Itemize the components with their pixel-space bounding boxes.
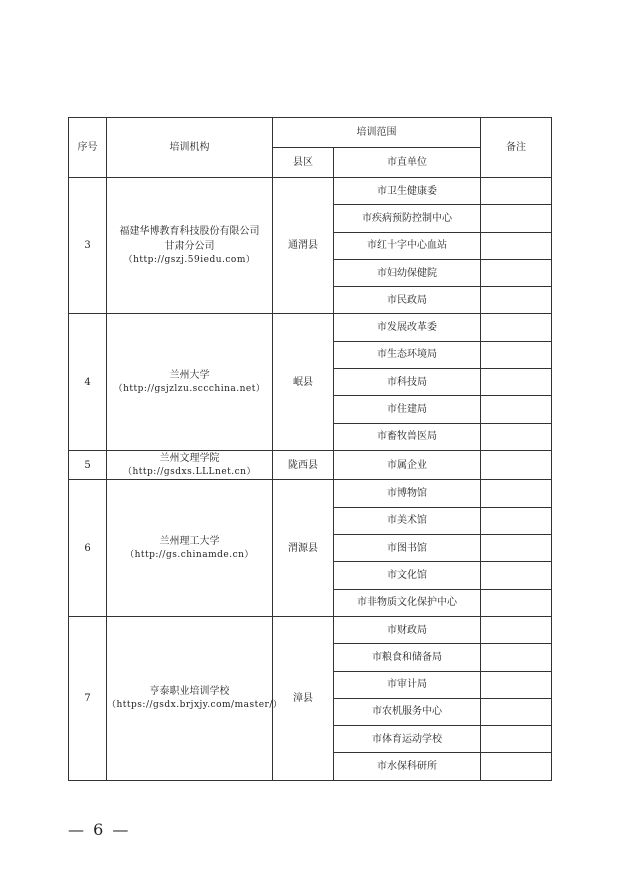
org-cell [107, 616, 283, 780]
note-cell [481, 726, 552, 753]
table-row [69, 480, 552, 507]
note-cell [481, 450, 552, 480]
note-cell [481, 671, 552, 698]
org-url: （http://gsdxs.LLLnet.cn） [123, 466, 256, 477]
county-cell: 通渭县 [273, 178, 334, 314]
table-row [69, 450, 552, 480]
org-name: 兰州文理学院 [159, 452, 220, 464]
unit-cell: 市图书馆 [334, 535, 481, 562]
org-cell [107, 178, 273, 314]
unit-cell: 市畜牧兽医局 [334, 423, 481, 450]
page-number: — 6 — [68, 820, 131, 839]
unit-cell: 市财政局 [334, 616, 481, 643]
unit-cell: 市非物质文化保护中心 [334, 589, 481, 616]
header-unit: 市直单位 [334, 148, 481, 178]
org-name: 兰州大学 [169, 369, 210, 381]
org-name: 福建华博教育科技股份有限公司 [119, 225, 260, 237]
note-cell [481, 232, 552, 259]
org-url: （http://gsjzlzu.sccchina.net） [113, 383, 266, 394]
note-cell [481, 698, 552, 725]
header-org: 培训机构 [107, 118, 273, 178]
header-scope: 培训范围 [273, 118, 481, 148]
seq-cell: 3 [69, 178, 107, 314]
note-cell [481, 480, 552, 507]
note-cell [481, 507, 552, 534]
note-cell [481, 178, 552, 205]
county-cell: 陇西县 [273, 450, 334, 480]
org-name: 甘肃分公司 [164, 240, 215, 252]
note-cell [481, 341, 552, 368]
note-cell [481, 535, 552, 562]
unit-cell: 市红十字中心血站 [334, 232, 481, 259]
note-cell [481, 423, 552, 450]
county-cell: 渭源县 [273, 480, 334, 616]
note-cell [481, 205, 552, 232]
note-cell [481, 589, 552, 616]
note-cell [481, 562, 552, 589]
seq-cell: 6 [69, 480, 107, 616]
unit-cell: 市民政局 [334, 287, 481, 314]
note-cell [481, 314, 552, 341]
header-seq: 序号 [69, 118, 107, 178]
header-note: 备注 [481, 118, 552, 178]
header-county: 县区 [273, 148, 334, 178]
unit-cell: 市美术馆 [334, 507, 481, 534]
org-cell [107, 450, 273, 480]
seq-cell: 7 [69, 616, 107, 780]
unit-cell: 市科技局 [334, 369, 481, 396]
unit-cell: 市疾病预防控制中心 [334, 205, 481, 232]
county-cell: 漳县 [273, 616, 334, 780]
unit-cell: 市生态环境局 [334, 341, 481, 368]
unit-cell: 市粮食和储备局 [334, 644, 481, 671]
unit-cell: 市农机服务中心 [334, 698, 481, 725]
org-url: （https://gsdx.brjxjy.com/master/） [107, 700, 283, 711]
note-cell [481, 616, 552, 643]
unit-cell: 市文化馆 [334, 562, 481, 589]
table-row [69, 616, 552, 643]
county-cell: 岷县 [273, 314, 334, 450]
unit-cell: 市卫生健康委 [334, 178, 481, 205]
org-name: 兰州理工大学 [159, 535, 220, 547]
org-url: （http://gszj.59iedu.com） [123, 254, 256, 265]
unit-cell: 市博物馆 [334, 480, 481, 507]
note-cell [481, 369, 552, 396]
note-cell [481, 259, 552, 286]
training-scope-table [68, 117, 552, 781]
org-url: （http://gs.chinamde.cn） [125, 549, 254, 560]
table-body [69, 178, 552, 781]
note-cell [481, 396, 552, 423]
seq-cell: 4 [69, 314, 107, 450]
table-row [69, 314, 552, 341]
unit-cell: 市妇幼保健院 [334, 259, 481, 286]
note-cell [481, 753, 552, 780]
unit-cell: 市住建局 [334, 396, 481, 423]
unit-cell: 市水保科研所 [334, 753, 481, 780]
unit-cell: 市体育运动学校 [334, 726, 481, 753]
org-name: 亨泰职业培训学校 [149, 686, 230, 698]
table-row [69, 178, 552, 205]
unit-cell: 市发展改革委 [334, 314, 481, 341]
seq-cell: 5 [69, 450, 107, 480]
note-cell [481, 644, 552, 671]
org-cell [107, 480, 273, 616]
unit-cell: 市审计局 [334, 671, 481, 698]
org-cell [107, 314, 273, 450]
note-cell [481, 287, 552, 314]
unit-cell: 市属企业 [334, 450, 481, 480]
